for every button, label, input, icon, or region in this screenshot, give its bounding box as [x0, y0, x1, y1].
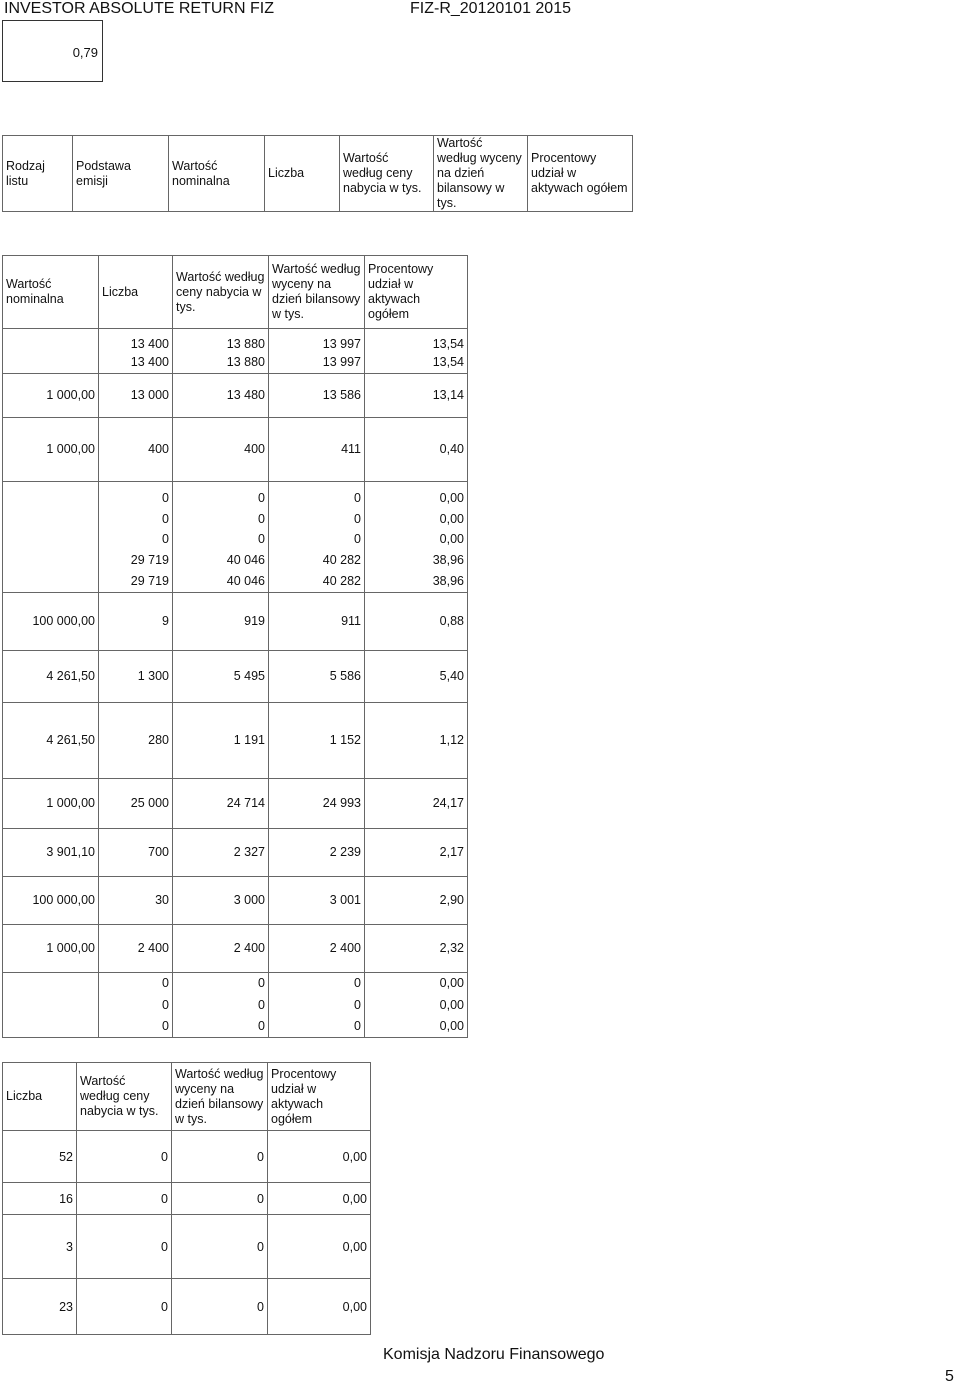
cell-valuation: 5 586 — [269, 650, 365, 702]
col-header: Wartość według wyceny na dzień bilansowy w tys. — [269, 256, 365, 329]
cell-nominal — [3, 481, 99, 509]
cell-valuation: 0 — [172, 1131, 268, 1183]
col-header: Liczba — [99, 256, 173, 329]
col-header: Podstawa emisji — [73, 136, 169, 212]
cell-share: 0,40 — [365, 417, 468, 481]
cell-valuation: 911 — [269, 592, 365, 650]
cell-cost: 919 — [173, 592, 269, 650]
cell-nominal: 4 261,50 — [3, 650, 99, 702]
cell-nominal: 4 261,50 — [3, 702, 99, 778]
cell-cost: 0 — [77, 1183, 172, 1215]
cell-cost: 13 480 — [173, 373, 269, 417]
cell-cost: 0 — [173, 994, 269, 1015]
cell-nominal — [3, 351, 99, 373]
cell-cost: 0 — [173, 528, 269, 549]
page-number: 5 — [945, 1368, 954, 1385]
ratio-cell — [2, 20, 103, 82]
cell-share: 38,96 — [365, 549, 468, 570]
cell-valuation: 411 — [269, 417, 365, 481]
cell-count: 29 719 — [99, 570, 173, 592]
col-header: Wartość według ceny nabycia w tys. — [340, 136, 434, 212]
cell-count: 30 — [99, 876, 173, 924]
table-row — [3, 876, 468, 924]
cell-share: 0,00 — [365, 481, 468, 509]
table-row — [3, 1131, 371, 1183]
cell-valuation: 2 239 — [269, 828, 365, 876]
table-row — [3, 994, 468, 1015]
cell-count: 280 — [99, 702, 173, 778]
cell-count: 16 — [3, 1183, 77, 1215]
cell-cost: 0 — [77, 1215, 172, 1279]
cell-count: 0 — [99, 1015, 173, 1037]
cell-count: 13 400 — [99, 329, 173, 352]
cell-valuation: 0 — [269, 972, 365, 994]
cell-cost: 0 — [173, 481, 269, 509]
units-table — [2, 1062, 371, 1335]
cell-valuation: 13 586 — [269, 373, 365, 417]
table-row — [3, 417, 468, 481]
cell-share: 13,14 — [365, 373, 468, 417]
securities-table — [2, 255, 468, 1038]
cell-valuation: 0 — [172, 1183, 268, 1215]
cell-valuation: 40 282 — [269, 570, 365, 592]
col-header: Liczba — [3, 1063, 77, 1131]
table-row — [3, 1215, 371, 1279]
cell-nominal: 1 000,00 — [3, 373, 99, 417]
cell-valuation: 0 — [172, 1279, 268, 1335]
cell-nominal — [3, 570, 99, 592]
document-code: FIZ-R_20120101 2015 — [410, 0, 571, 17]
table-row — [3, 481, 468, 509]
cell-count: 13 400 — [99, 351, 173, 373]
table-row — [3, 1015, 468, 1037]
table-row — [3, 1279, 371, 1335]
cell-nominal: 100 000,00 — [3, 876, 99, 924]
table-row — [3, 549, 468, 570]
cell-cost: 13 880 — [173, 351, 269, 373]
cell-valuation: 0 — [269, 528, 365, 549]
table-row — [3, 592, 468, 650]
cell-share: 13,54 — [365, 329, 468, 352]
cell-count: 1 300 — [99, 650, 173, 702]
cell-count: 3 — [3, 1215, 77, 1279]
cell-valuation: 0 — [269, 509, 365, 528]
cell-nominal — [3, 1015, 99, 1037]
cell-valuation: 1 152 — [269, 702, 365, 778]
cell-share: 1,12 — [365, 702, 468, 778]
cell-cost: 13 880 — [173, 329, 269, 352]
cell-cost: 24 714 — [173, 778, 269, 828]
cell-share: 0,00 — [268, 1279, 371, 1335]
col-header: Procentowy udział w aktywach ogółem — [365, 256, 468, 329]
cell-count: 9 — [99, 592, 173, 650]
col-header: Procentowy udział w aktywach ogółem — [528, 136, 633, 212]
cell-cost: 400 — [173, 417, 269, 481]
cell-valuation: 13 997 — [269, 351, 365, 373]
cell-share: 0,00 — [365, 528, 468, 549]
cell-cost: 0 — [77, 1279, 172, 1335]
col-header: Wartość nominalna — [3, 256, 99, 329]
cell-nominal: 3 901,10 — [3, 828, 99, 876]
cell-cost: 0 — [173, 972, 269, 994]
cell-cost: 2 400 — [173, 924, 269, 972]
cell-cost: 0 — [173, 509, 269, 528]
table-row — [3, 528, 468, 549]
table-row — [3, 1183, 371, 1215]
cell-count: 700 — [99, 828, 173, 876]
mortgage-bonds-table — [2, 135, 633, 212]
col-header: Wartość według ceny nabycia w tys. — [77, 1063, 172, 1131]
ratio-value: 0,79 — [72, 45, 98, 60]
table-row — [3, 778, 468, 828]
table-row — [3, 329, 468, 352]
cell-cost: 5 495 — [173, 650, 269, 702]
cell-count: 2 400 — [99, 924, 173, 972]
cell-cost: 0 — [173, 1015, 269, 1037]
cell-share: 0,00 — [268, 1131, 371, 1183]
footer-authority: Komisja Nadzoru Finansowego — [383, 1346, 605, 1363]
col-header: Liczba — [265, 136, 340, 212]
cell-valuation: 0 — [269, 481, 365, 509]
cell-share: 5,40 — [365, 650, 468, 702]
cell-valuation: 0 — [269, 994, 365, 1015]
cell-share: 0,00 — [268, 1215, 371, 1279]
table-row — [3, 702, 468, 778]
cell-share: 2,17 — [365, 828, 468, 876]
cell-share: 13,54 — [365, 351, 468, 373]
cell-count: 52 — [3, 1131, 77, 1183]
cell-valuation: 0 — [172, 1215, 268, 1279]
cell-count: 23 — [3, 1279, 77, 1335]
cell-nominal — [3, 329, 99, 352]
cell-share: 0,00 — [268, 1183, 371, 1215]
cell-count: 29 719 — [99, 549, 173, 570]
cell-count: 0 — [99, 509, 173, 528]
cell-nominal — [3, 549, 99, 570]
col-header: Wartość według ceny nabycia w tys. — [173, 256, 269, 329]
table-row — [3, 351, 468, 373]
document-title: INVESTOR ABSOLUTE RETURN FIZ — [4, 0, 274, 17]
cell-valuation: 2 400 — [269, 924, 365, 972]
cell-count: 0 — [99, 528, 173, 549]
cell-nominal — [3, 509, 99, 528]
cell-share: 2,32 — [365, 924, 468, 972]
cell-nominal: 100 000,00 — [3, 592, 99, 650]
table-row — [3, 650, 468, 702]
cell-valuation: 40 282 — [269, 549, 365, 570]
cell-share: 2,90 — [365, 876, 468, 924]
cell-share: 0,00 — [365, 1015, 468, 1037]
cell-share: 0,00 — [365, 509, 468, 528]
cell-cost: 40 046 — [173, 549, 269, 570]
cell-count: 25 000 — [99, 778, 173, 828]
cell-valuation: 24 993 — [269, 778, 365, 828]
cell-cost: 3 000 — [173, 876, 269, 924]
col-header: Wartość nominalna — [169, 136, 265, 212]
table-row — [3, 924, 468, 972]
col-header: Wartość według wyceny na dzień bilansowy w tys. — [172, 1063, 268, 1131]
col-header: Wartość według wyceny na dzień bilansowy w tys. — [434, 136, 528, 212]
cell-valuation: 3 001 — [269, 876, 365, 924]
table-row — [3, 373, 468, 417]
cell-count: 0 — [99, 972, 173, 994]
table-row — [3, 509, 468, 528]
col-header: Rodzaj listu — [3, 136, 73, 212]
cell-cost: 2 327 — [173, 828, 269, 876]
cell-share: 24,17 — [365, 778, 468, 828]
cell-nominal: 1 000,00 — [3, 778, 99, 828]
cell-nominal — [3, 528, 99, 549]
cell-cost: 1 191 — [173, 702, 269, 778]
cell-nominal: 1 000,00 — [3, 924, 99, 972]
cell-count: 0 — [99, 994, 173, 1015]
cell-count: 13 000 — [99, 373, 173, 417]
cell-nominal — [3, 994, 99, 1015]
cell-nominal — [3, 972, 99, 994]
table-row — [3, 972, 468, 994]
cell-share: 38,96 — [365, 570, 468, 592]
cell-share: 0,00 — [365, 994, 468, 1015]
cell-nominal: 1 000,00 — [3, 417, 99, 481]
cell-cost: 0 — [77, 1131, 172, 1183]
cell-share: 0,00 — [365, 972, 468, 994]
table-row — [3, 570, 468, 592]
cell-valuation: 13 997 — [269, 329, 365, 352]
cell-count: 0 — [99, 481, 173, 509]
cell-count: 400 — [99, 417, 173, 481]
cell-share: 0,88 — [365, 592, 468, 650]
table-row — [3, 828, 468, 876]
cell-valuation: 0 — [269, 1015, 365, 1037]
cell-cost: 40 046 — [173, 570, 269, 592]
col-header: Procentowy udział w aktywach ogółem — [268, 1063, 371, 1131]
